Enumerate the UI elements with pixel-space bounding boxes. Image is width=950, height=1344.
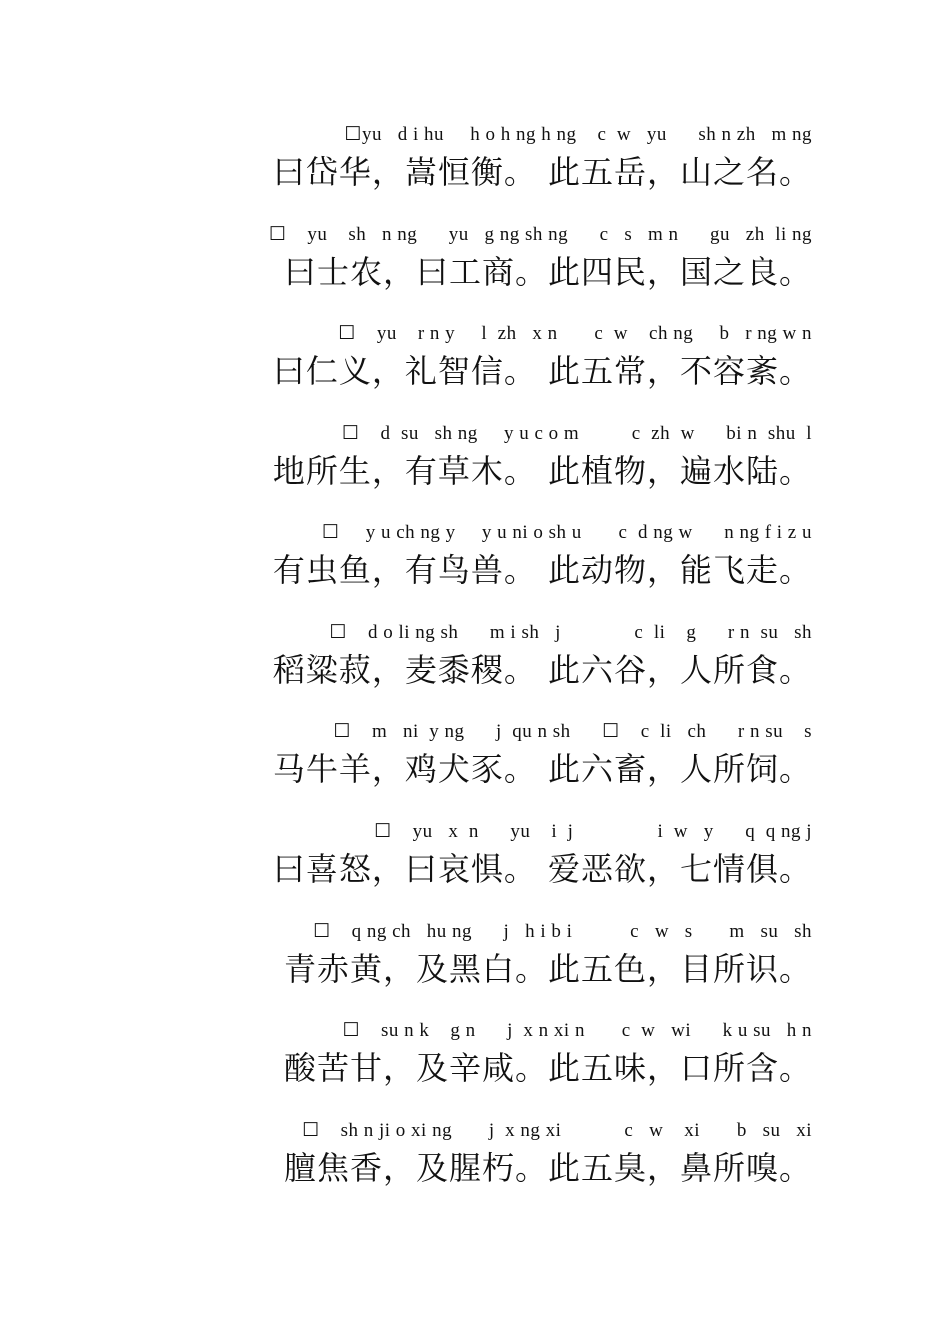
- verse-line-10: [32, 1020, 812, 1088]
- pinyin-row: ☐ q ng ch hu ng j h i b i c w s m su sh: [313, 921, 812, 942]
- pinyin-row: ☐ su n k g n j x n xi n c w wi k u su h n: [342, 1020, 812, 1041]
- hanzi-row: 曰岱华，嵩恒衡。 此五岳，山之名。: [272, 153, 812, 191]
- hanzi-row: 有虫鱼，有鸟兽。 此动物，能飞走。: [272, 551, 812, 589]
- verse-line-4: [32, 423, 812, 491]
- pinyin-row: ☐ yu sh n ng yu g ng sh ng c s m n gu zh li ng: [268, 224, 812, 245]
- pinyin-row: ☐ m ni y ng j qu n sh ☐ c li ch r n su s: [333, 721, 812, 742]
- hanzi-row: 稻粱菽，麦黍稷。 此六谷，人所食。: [272, 651, 812, 689]
- pinyin-row: ☐ sh n ji o xi ng j x ng xi c w xi b su xi: [302, 1120, 812, 1141]
- verse-line-1: [32, 124, 812, 192]
- hanzi-row: 酸苦甘，及辛咸。此五味，口所含。: [283, 1049, 812, 1087]
- verse-line-3: [32, 323, 812, 391]
- pinyin-row: ☐ d o li ng sh m i sh j c li g r n su sh: [329, 622, 812, 643]
- hanzi-row: 曰仁义，礼智信。 此五常，不容紊。: [272, 352, 812, 390]
- hanzi-row: 曰士农，曰工商。此四民，国之良。: [283, 253, 812, 291]
- verse-line-8: [32, 821, 812, 889]
- verse-line-5: [32, 522, 812, 590]
- pinyin-row: ☐yu d i hu h o h ng h ng c w yu sh n zh m ng: [344, 124, 812, 145]
- verse-line-2: [32, 224, 812, 292]
- hanzi-row: 马牛羊，鸡犬豕。 此六畜，人所饲。: [272, 750, 812, 788]
- verse-line-6: [32, 622, 812, 690]
- pinyin-row: ☐ y u ch ng y y u ni o sh u c d ng w n ng f i z u: [321, 522, 812, 543]
- pinyin-row: ☐ d su sh ng y u c o m c zh w bi n shu l: [341, 423, 812, 444]
- hanzi-row: 膻焦香，及腥朽。此五臭，鼻所嗅。: [283, 1149, 812, 1187]
- verse-line-9: [32, 921, 812, 989]
- hanzi-row: 青赤黄，及黑白。此五色，目所识。: [283, 950, 812, 988]
- verse-line-7: [32, 721, 812, 789]
- hanzi-row: 曰喜怒，曰哀惧。 爱恶欲，七情俱。: [272, 850, 812, 888]
- pinyin-row: ☐ yu r n y l zh x n c w ch ng b r ng w n: [338, 323, 812, 344]
- verse-line-11: [32, 1120, 812, 1188]
- pinyin-row: ☐ yu x n yu i j i w y q q ng j: [374, 821, 812, 842]
- hanzi-row: 地所生，有草木。 此植物，遍水陆。: [272, 452, 812, 490]
